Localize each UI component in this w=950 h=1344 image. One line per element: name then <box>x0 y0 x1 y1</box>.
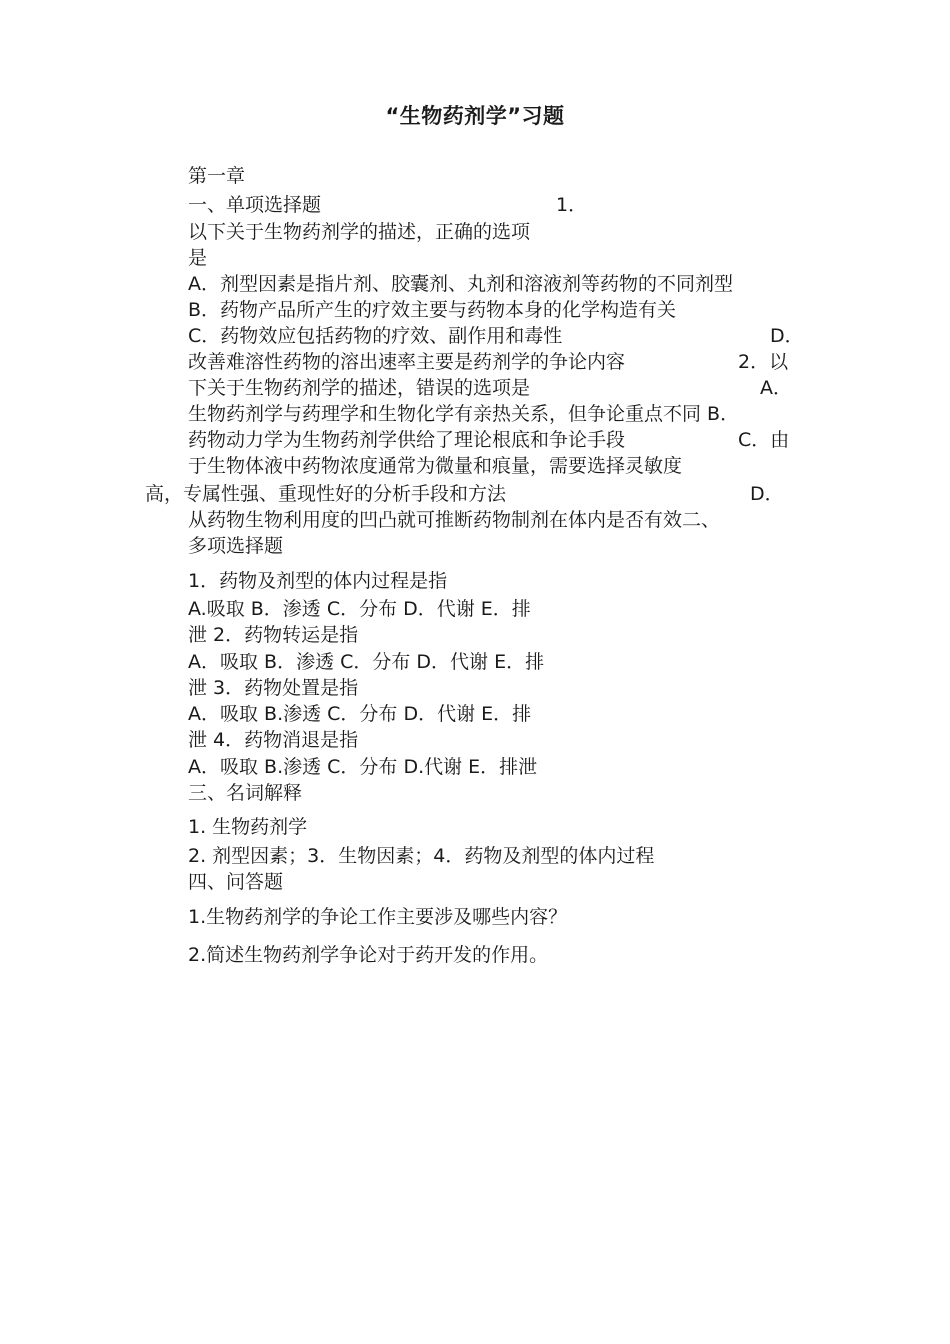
document-title: “生物药剂学”习题 <box>385 104 565 128</box>
s2-line-1: 1．药物及剂型的体内过程是指 <box>188 570 448 592</box>
s2-line-8: A．吸取 B.渗透 C．分布 D.代谢 E．排泄 <box>188 756 538 778</box>
s2-line-5: 泄 3．药物处置是指 <box>188 677 359 699</box>
s3-item-2: 2. 剂型因素；3．生物因素；4．药物及剂型的体内过程 <box>188 845 655 867</box>
q2-option-c-label: C．由 <box>738 429 790 451</box>
section4-heading: 四、问答题 <box>188 871 284 893</box>
section1-heading: 一、单项选择题 <box>188 194 322 216</box>
section3-heading: 三、名词解释 <box>188 782 303 804</box>
s2-line-3: 泄 2．药物转运是指 <box>188 624 359 646</box>
q1-stem: 以下关于生物药剂学的描述，正确的选项 <box>188 221 531 243</box>
q1-option-c: C．药物效应包括药物的疗效、副作用和毒性 <box>188 325 563 347</box>
q1-stem-end: 是 <box>188 247 208 269</box>
s4-question-1: 1.生物药剂学的争论工作主要涉及哪些内容？ <box>188 906 568 928</box>
q1-option-a: A．剂型因素是指片剂、胶囊剂、丸剂和溶液剂等药物的不同剂型 <box>188 273 733 295</box>
q2-option-d-text: 从药物生物利用度的凹凸就可推断药物制剂在体内是否有效二、 <box>188 509 721 531</box>
s2-line-7: 泄 4．药物消退是指 <box>188 729 359 751</box>
q1-option-b: B．药物产品所产生的疗效主要与药物本身的化学构造有关 <box>188 299 677 321</box>
q2-stem: 下关于生物药剂学的描述，错误的选项是 <box>188 377 531 399</box>
q2-option-c-text-continued: 高，专属性强、重现性好的分析手段和方法 <box>145 483 507 505</box>
section2-heading: 多项选择题 <box>188 535 284 557</box>
s2-line-6: A．吸取 B.渗透 C．分布 D．代谢 E．排 <box>188 703 532 725</box>
s2-line-2: A.吸取 B．渗透 C．分布 D．代谢 E．排 <box>188 598 531 620</box>
q2-option-b-text: 药物动力学为生物药剂学供给了理论根底和争论手段 <box>188 429 626 451</box>
s3-item-1: 1. 生物药剂学 <box>188 816 308 838</box>
s2-line-4: A．吸取 B．渗透 C．分布 D．代谢 E．排 <box>188 651 545 673</box>
q2-option-a-text: 生物药剂学与药理学和生物化学有亲热关系，但争论重点不同 B． <box>188 403 740 425</box>
q2-option-c-text: 于生物体液中药物浓度通常为微量和痕量，需要选择灵敏度 <box>188 455 683 477</box>
q1-option-d-label: D． <box>770 325 804 347</box>
q2-option-a-label: A． <box>760 377 792 399</box>
s4-question-2: 2.简述生物药剂学争论对于药开发的作用。 <box>188 944 549 966</box>
q2-option-d-label: D． <box>750 483 784 505</box>
q2-number: 2．以 <box>738 351 789 373</box>
q1-number: 1． <box>556 194 588 216</box>
chapter-heading: 第一章 <box>188 165 246 187</box>
q1-option-d-text: 改善难溶性药物的溶出速率主要是药剂学的争论内容 <box>188 351 626 373</box>
